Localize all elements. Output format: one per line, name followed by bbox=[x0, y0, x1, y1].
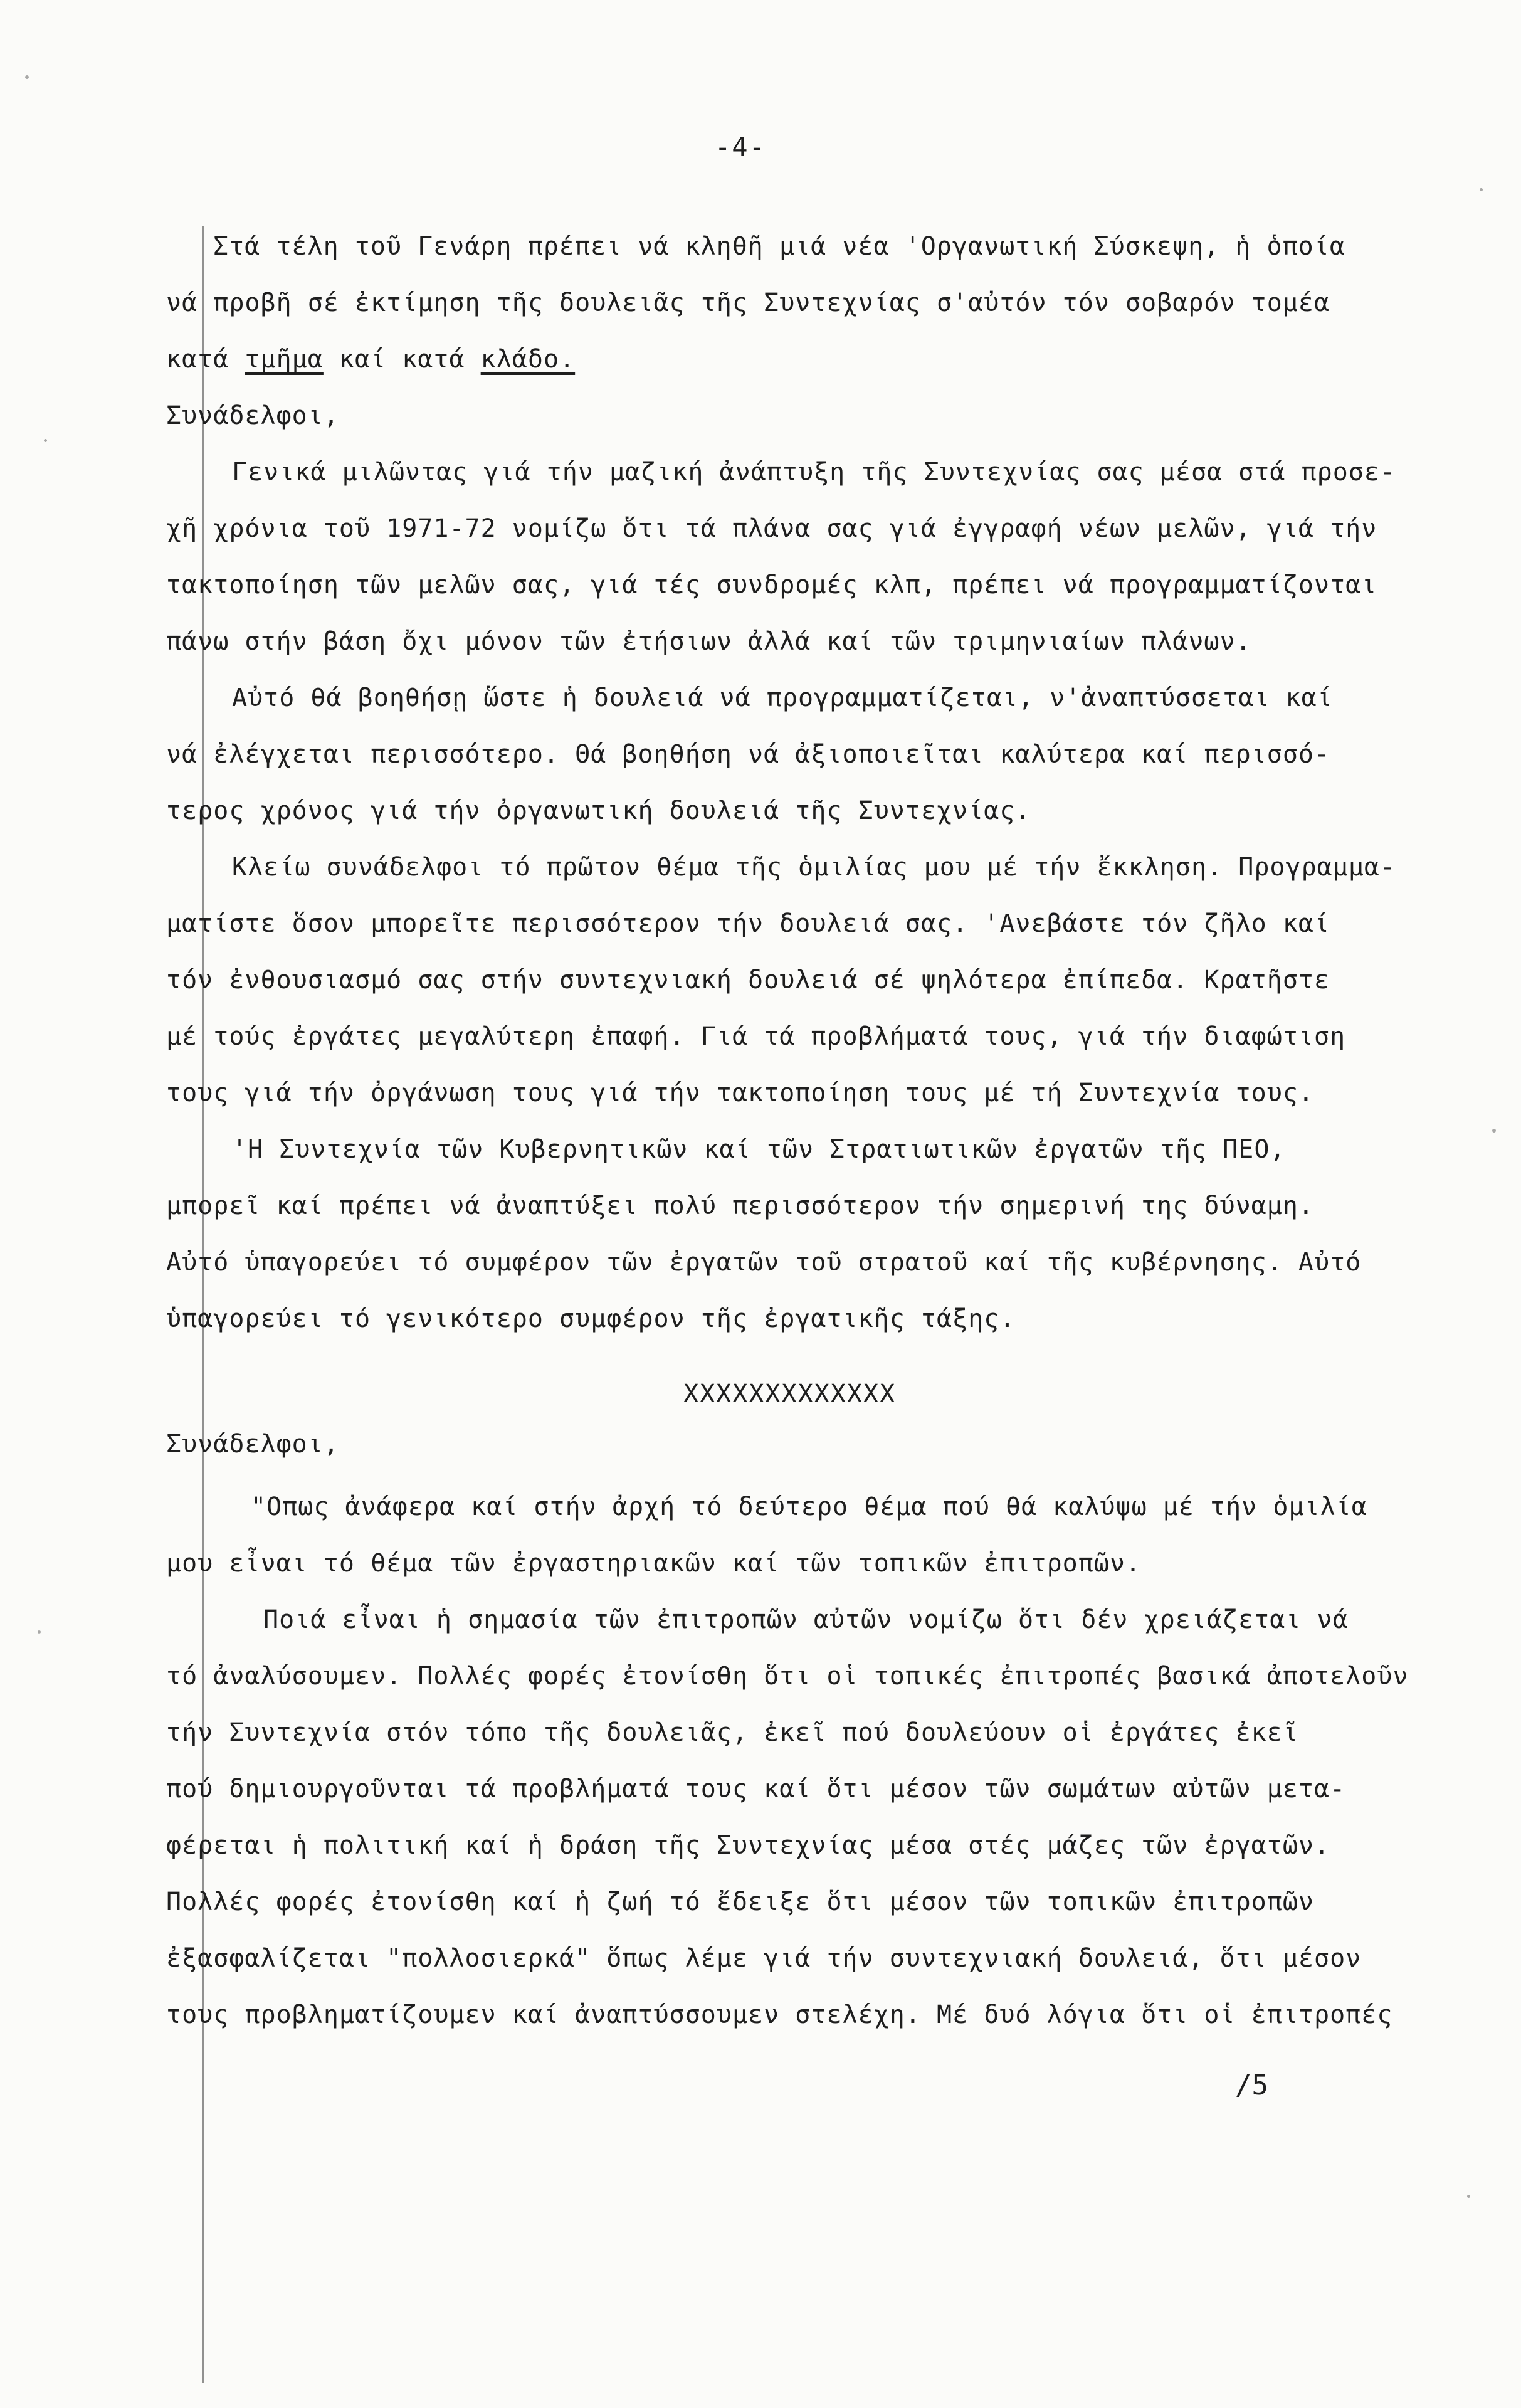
scan-speck bbox=[1492, 1129, 1496, 1133]
text-line: τερος χρόνος γιά τήν ὀργανωτική δουλειά τῆς Συντεχνίας. bbox=[166, 796, 1031, 825]
text-span: κατά bbox=[166, 345, 245, 374]
text-line: Αὐτό θά βοηθήσῃ ὥστε ἡ δουλειά νά προγραμματίζεται, ν'ἀναπτύσσεται καί bbox=[232, 684, 1333, 712]
underlined-text: κλάδο. bbox=[480, 345, 576, 374]
scan-speck bbox=[25, 75, 29, 79]
text-line: νά προβῆ σέ ἐκτίμηση τῆς δουλειᾶς τῆς Συντεχνίας σ'αὐτόν τόν σοβαρόν τομέα bbox=[166, 288, 1330, 317]
text-line: μέ τούς ἐργάτες μεγαλύτερη ἐπαφή. Γιά τά προβλήματά τους, γιά τήν διαφώτιση bbox=[166, 1022, 1346, 1051]
text-line: ὑπαγορεύει τό γενικότερο συμφέρον τῆς ἐργατικῆς τάξης. bbox=[166, 1304, 1016, 1333]
text-line: πάνω στήν βάση ὄχι μόνον τῶν ἐτήσιων ἀλλά καί τῶν τριμηνιαίων πλάνων. bbox=[166, 627, 1251, 656]
text-line: Ποιά εἶναι ἡ σημασία τῶν ἐπιτροπῶν αὐτῶν νομίζω ὅτι δέν χρειάζεται νά bbox=[263, 1605, 1349, 1634]
next-page-reference: /5 bbox=[1235, 2069, 1268, 2101]
text-line: ἐξασφαλίζεται "πολλοσιερκά" ὅπως λέμε γιά τήν συντεχνιακή δουλειά, ὅτι μέσον bbox=[166, 1944, 1362, 1973]
text-line: νά ἐλέγχεται περισσότερο. Θά βοηθήση νά ἀξιοποιεῖται καλύτερα καί περισσό- bbox=[166, 740, 1330, 769]
section-separator: XXXXXXXXXXXXX bbox=[683, 1380, 897, 1408]
text-line: 'Η Συντεχνία τῶν Κυβερνητικῶν καί τῶν Στρατιωτικῶν ἐργατῶν τῆς ΠΕΟ, bbox=[232, 1135, 1286, 1164]
text-line: μου εἶναι τό θέμα τῶν ἐργαστηριακῶν καί τῶν τοπικῶν ἐπιτροπῶν. bbox=[166, 1549, 1142, 1578]
text-line: τήν Συντεχνία στόν τόπο τῆς δουλειᾶς, ἐκεῖ πού δουλεύουν οἱ ἐργάτες ἐκεῖ bbox=[166, 1718, 1298, 1747]
salutation: Συνάδελφοι, bbox=[166, 1430, 339, 1459]
salutation: Συνάδελφοι, bbox=[166, 401, 339, 430]
text-line: ματίστε ὅσον μπορεῖτε περισσότερον τήν δουλειά σας. 'Ανεβάστε τόν ζῆλο καί bbox=[166, 909, 1330, 938]
text-line: τό ἀναλύσουμεν. Πολλές φορές ἐτονίσθη ὅτι οἱ τοπικές ἐπιτροπές βασικά ἀποτελοῦν bbox=[166, 1662, 1409, 1691]
text-line: Στά τέλη τοῦ Γενάρη πρέπει νά κληθῆ μιά νέα 'Οργανωτική Σύσκεψη, ἡ ὁποία bbox=[213, 232, 1345, 261]
text-span: καί κατά bbox=[323, 345, 481, 374]
page-number: -4- bbox=[715, 132, 766, 162]
text-line: τους γιά τήν ὀργάνωση τους γιά τήν τακτοποίηση τους μέ τή Συντεχνία τους. bbox=[166, 1079, 1314, 1107]
text-line: μπορεῖ καί πρέπει νά ἀναπτύξει πολύ περισσότερον τήν σημερινή της δύναμη. bbox=[166, 1191, 1314, 1220]
text-line: "Οπως ἀνάφερα καί στήν ἀρχή τό δεύτερο θέμα πού θά καλύψω μέ τήν ὁμιλία bbox=[251, 1492, 1367, 1521]
underlined-text: τμῆμα bbox=[245, 345, 324, 374]
text-line: τακτοποίηση τῶν μελῶν σας, γιά τές συνδρομές κλπ, πρέπει νά προγραμματίζονται bbox=[166, 571, 1377, 599]
text-line: φέρεται ἡ πολιτική καί ἡ δράση τῆς Συντεχνίας μέσα στές μάζες τῶν ἐργατῶν. bbox=[166, 1831, 1330, 1860]
text-line: Αὐτό ὑπαγορεύει τό συμφέρον τῶν ἐργατῶν τοῦ στρατοῦ καί τῆς κυβέρνησης. Αὐτό bbox=[166, 1248, 1362, 1277]
text-line: Πολλές φορές ἐτονίσθη καί ἡ ζωή τό ἔδειξε ὅτι μέσον τῶν τοπικῶν ἐπιτροπῶν bbox=[166, 1888, 1314, 1916]
text-line: χῆ χρόνια τοῦ 1971-72 νομίζω ὅτι τά πλάνα σας γιά ἐγγραφή νέων μελῶν, γιά τήν bbox=[166, 514, 1377, 543]
text-line: Γενικά μιλῶντας γιά τήν μαζική ἀνάπτυξη τῆς Συντεχνίας σας μέσα στά προσε- bbox=[232, 458, 1396, 487]
text-line: τόν ἐνθουσιασμό σας στήν συντεχνιακή δουλειά σέ ψηλότερα ἐπίπεδα. Κρατῆστε bbox=[166, 966, 1330, 995]
scan-speck bbox=[44, 439, 47, 442]
text-line bbox=[166, 345, 575, 374]
scan-speck bbox=[38, 1630, 41, 1634]
scan-speck bbox=[1467, 2195, 1470, 2198]
scan-speck bbox=[1480, 188, 1483, 191]
text-line: Κλείω συνάδελφοι τό πρῶτον θέμα τῆς ὁμιλίας μου μέ τήν ἔκκληση. Προγραμμα- bbox=[232, 853, 1396, 882]
text-line: τους προβληματίζουμεν καί ἀναπτύσσουμεν στελέχη. Μέ δυό λόγια ὅτι οἱ ἐπιτροπές bbox=[166, 2000, 1393, 2029]
text-line: πού δημιουργοῦνται τά προβλήματά τους καί ὅτι μέσον τῶν σωμάτων αὐτῶν μετα- bbox=[166, 1775, 1346, 1803]
